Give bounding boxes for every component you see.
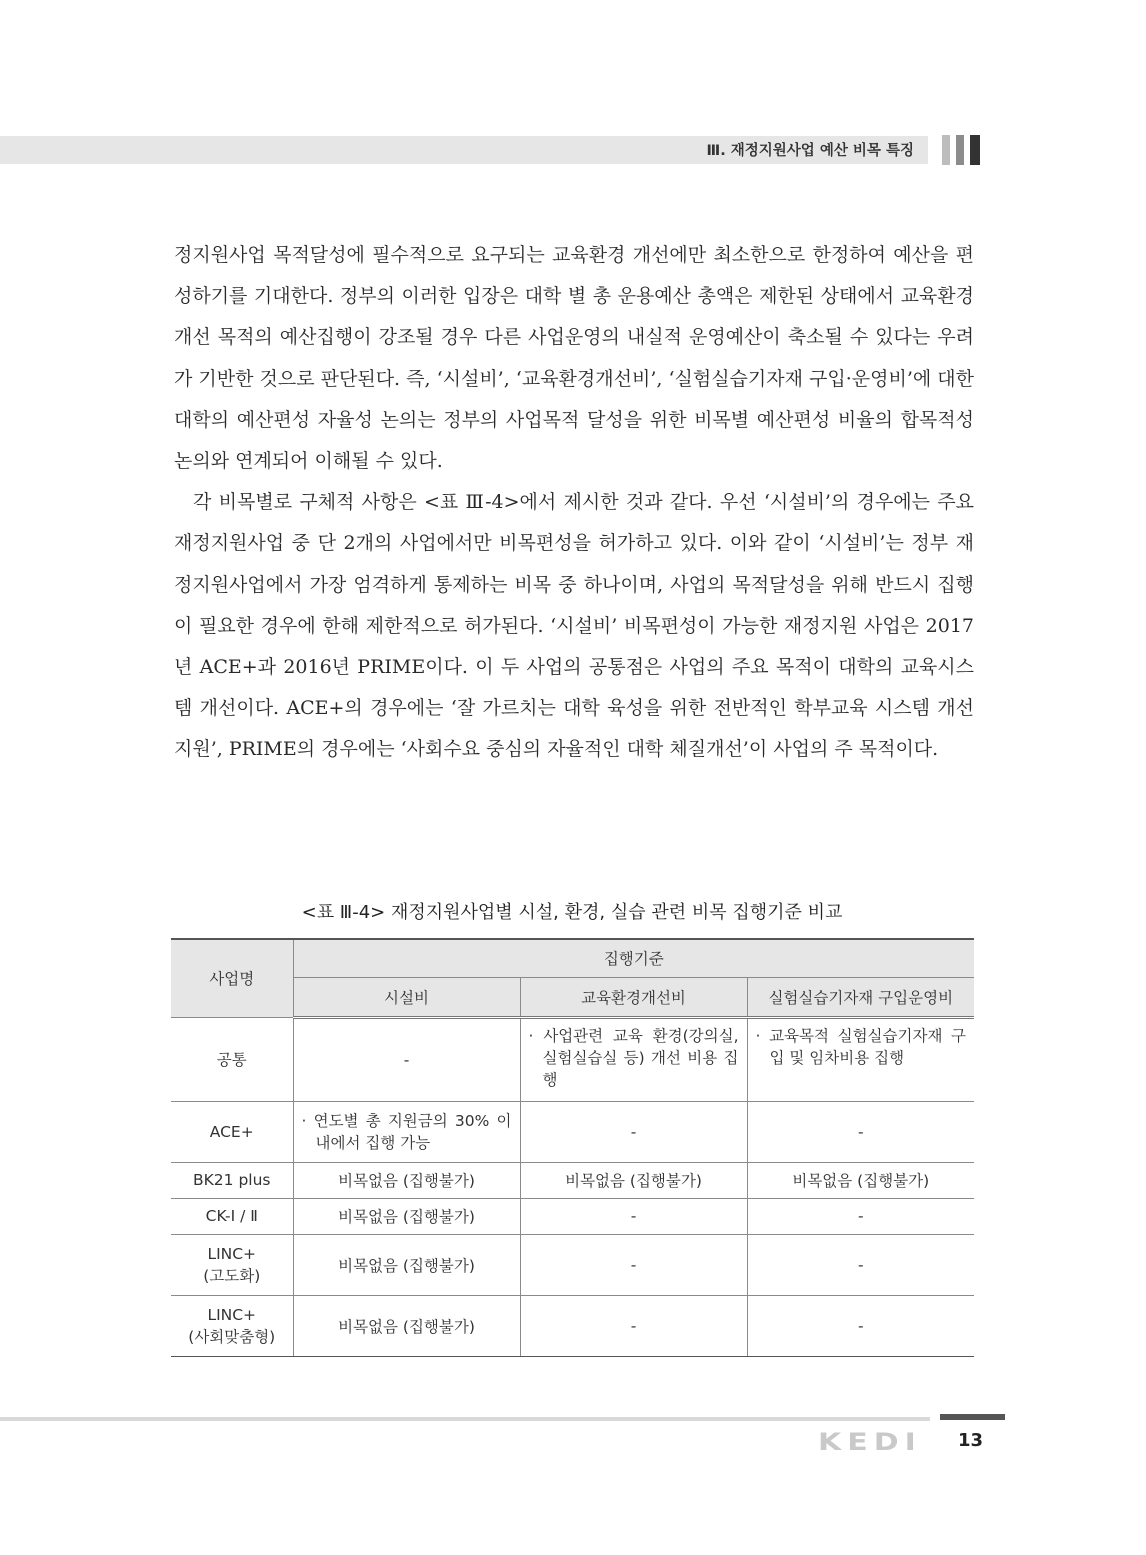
row-name: BK21 plus <box>171 1162 293 1198</box>
row-name: 공통 <box>171 1017 293 1101</box>
row-name-line2: (고도화) <box>203 1266 261 1285</box>
table-row <box>171 1101 974 1162</box>
row-name-line2: (사회맞춤형) <box>188 1327 276 1346</box>
body-text <box>174 235 974 771</box>
running-header-title: Ⅲ. 재정지원사업 예산 비목 특징 <box>706 143 914 159</box>
cell-equipment: - <box>747 1101 974 1162</box>
cell-equipment: - <box>747 1295 974 1356</box>
header-equipment-cost: 실험실습기자재 구입운영비 <box>747 977 974 1017</box>
header-execution-criteria: 집행기준 <box>293 939 974 977</box>
cell-bullet-text: · 연도별 총 지원금의 30% 이내에서 집행 가능 <box>301 1111 512 1152</box>
row-name: CK-Ⅰ / Ⅱ <box>171 1198 293 1234</box>
cell-facility: 비목없음 (집행불가) <box>293 1295 520 1356</box>
cell-facility <box>293 1101 520 1162</box>
footer-page-bar <box>940 1414 1005 1420</box>
cell-environment: - <box>520 1198 747 1234</box>
cell-environment: - <box>520 1101 747 1162</box>
cell-equipment: - <box>747 1234 974 1295</box>
table-caption: <표 Ⅲ-4> 재정지원사업별 시설, 환경, 실습 관련 비목 집행기준 비교 <box>301 902 843 923</box>
row-name-line1: LINC+ <box>207 1305 257 1324</box>
comparison-table <box>171 938 974 1357</box>
kedi-logo: KEDI <box>818 1428 922 1457</box>
cell-environment: 비목없음 (집행불가) <box>520 1162 747 1198</box>
row-name <box>171 1295 293 1356</box>
cell-environment <box>520 1017 747 1101</box>
header-environment-cost: 교육환경개선비 <box>520 977 747 1017</box>
cell-bullet-text: · 교육목적 실험실습기자재 구입 및 임차비용 집행 <box>755 1026 967 1067</box>
paragraph-2: 각 비목별로 구체적 사항은 <표 Ⅲ-4>에서 제시한 것과 같다. 우선 ‘시설비’의 경우에는 주요 재정지원사업 중 단 2개의 사업에서만 비목편성을 허가하고 있다. 이와 같이 ‘시설비’는 정부 재정지원사업에서 가장 엄격하게 통제하는 비목 중 하나이며, 사업의 목적달성을 위해 반드시 집행이 필요한 경우에 한해 제한적으로 허가된다. ‘시설비’ 비목편성이 가능한 재정지원 사업은 2017년 ACE+과 2016년 PRIME이다. 이 두 사업의 공통점은 사업의 주요 목적이 대학의 교육시스템 개선이다. ACE+의 경우에는 ‘잘 가르치는 대학 육성을 위한 전반적인 학부교육 시스템 개선지원’, PRIME의 경우에는 ‘사회수요 중심의 자율적인 대학 체질개선’이 사업의 주 목적이다. <box>174 491 974 761</box>
cell-environment: - <box>520 1295 747 1356</box>
table-row <box>171 1017 974 1101</box>
cell-environment: - <box>520 1234 747 1295</box>
table-row <box>171 1234 974 1295</box>
table-row <box>171 1198 974 1234</box>
paragraph-1: 정지원사업 목적달성에 필수적으로 요구되는 교육환경 개선에만 최소한으로 한정하여 예산을 편성하기를 기대한다. 정부의 이러한 입장은 대학 별 총 운용예산 총액은 제한된 상태에서 교육환경 개선 목적의 예산집행이 강조될 경우 다른 사업운영의 내실적 운영예산이 축소될 수 있다는 우려가 기반한 것으로 판단된다. 즉, ‘시설비’, ‘교육환경개선비’, ‘실험실습기자재 구입·운영비’에 대한 대학의 예산편성 자율성 논의는 정부의 사업목적 달성을 위한 비목별 예산편성 비율의 합목적성 논의와 연계되어 이해될 수 있다. <box>174 244 974 473</box>
table-row <box>171 1295 974 1356</box>
footer-rule <box>0 1417 930 1421</box>
cell-facility: 비목없음 (집행불가) <box>293 1162 520 1198</box>
page-number: 13 <box>958 1430 984 1451</box>
row-name <box>171 1234 293 1295</box>
table-row <box>171 1162 974 1198</box>
header-bar-light <box>942 135 950 165</box>
header-facility-cost: 시설비 <box>293 977 520 1017</box>
cell-facility: - <box>293 1017 520 1101</box>
header-project-name: 사업명 <box>171 939 293 1017</box>
header-bar-dark <box>970 135 980 165</box>
row-name: ACE+ <box>171 1101 293 1162</box>
cell-bullet-text: · 사업관련 교육 환경(강의실, 실험실습실 등) 개선 비용 집행 <box>528 1026 739 1089</box>
cell-equipment: 비목없음 (집행불가) <box>747 1162 974 1198</box>
cell-facility: 비목없음 (집행불가) <box>293 1198 520 1234</box>
cell-facility: 비목없음 (집행불가) <box>293 1234 520 1295</box>
row-name-line1: LINC+ <box>207 1244 257 1263</box>
cell-equipment <box>747 1017 974 1101</box>
cell-equipment: - <box>747 1198 974 1234</box>
header-bar-mid <box>956 135 964 165</box>
